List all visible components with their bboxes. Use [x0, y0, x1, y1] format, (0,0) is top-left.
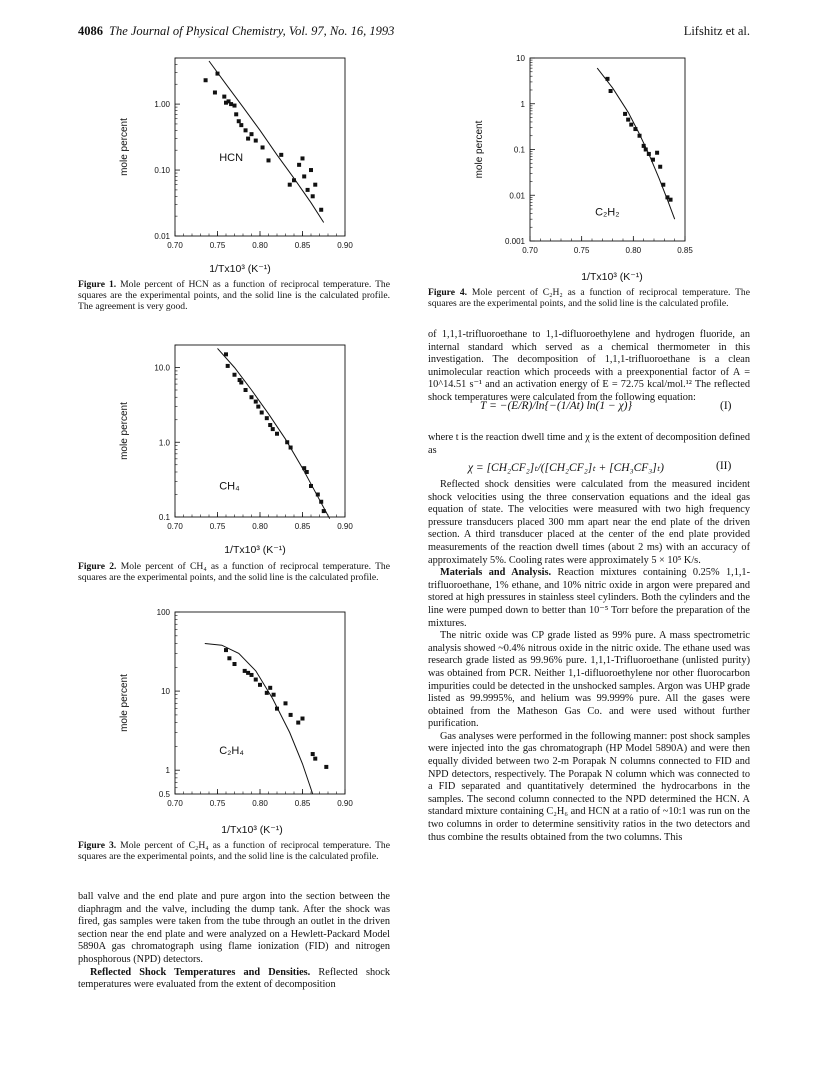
data-point [254, 139, 258, 143]
figure-1-xlabel: 1/Tx10³ (K⁻¹) [209, 263, 271, 275]
figure-3-xlabel: 1/Tx10³ (K⁻¹) [221, 824, 283, 836]
data-point [233, 662, 237, 666]
data-point [638, 134, 642, 138]
right-paragraph-3: Reflected shock densities were calculated from the measured incident shock velocities using the three conservation equations and the ideal gas equation of state. The velocities were measured with two high frequency pressure transducers placed 300 mm apart near the end plate of the driven section. A third transducer placed at the center of the end plate provided measurements of the reaction dwell times (about 2 ms) with an accuracy of approximately 5%. Cooling rates were approximately 5 × 10⁵ K/s. [428, 479, 750, 566]
data-point [606, 77, 610, 81]
data-point [292, 178, 296, 182]
x-tick-label: 0.90 [337, 522, 353, 531]
data-point [311, 752, 315, 756]
right-body-text-mid [428, 432, 750, 457]
data-point [268, 686, 272, 690]
equation-1: T = −(E/R)/ln{−(1/At) ln(1 − χ)} [480, 400, 633, 412]
equation-2: χ = [CH₂CF₂]ₜ/([CH₂CF₂]ₜ + [CH₃CF₃]ₜ) [468, 462, 664, 474]
data-point [213, 90, 217, 94]
y-tick-label: 10 [161, 687, 170, 697]
data-point [609, 89, 613, 93]
data-point [642, 144, 646, 148]
left-paragraph-2: Reflected Shock Temperatures and Densities. Reflected shock temperatures were evaluated from the extent of decomposition [78, 966, 390, 991]
right-paragraph-4: Materials and Analysis. Reaction mixtures containing 0.25% 1,1,1-trifluoroethane, 1% ethane, and 10% nitric oxide in argon were prepared and stored at high pressures in stainless steel cylinders. Both the cylinders and the line were pumped down to better than 10⁻⁵ Torr before the preparation of the mixtures. [428, 567, 751, 629]
data-point [216, 72, 220, 76]
data-point [623, 112, 627, 116]
x-tick-label: 0.85 [294, 241, 311, 250]
figure-2 [100, 340, 400, 540]
data-point [204, 78, 208, 82]
data-point [647, 152, 651, 156]
data-point [250, 395, 254, 399]
data-point [316, 492, 320, 496]
y-tick-label: 0.01 [509, 191, 525, 201]
figure-3-caption [78, 840, 390, 862]
data-point [655, 151, 659, 155]
figure-2-label: Figure 2. [78, 561, 117, 572]
data-point [265, 416, 269, 420]
section-heading-materials: Materials and Analysis. [440, 567, 552, 579]
data-point [237, 119, 241, 123]
right-body-text-bottom [428, 479, 750, 844]
equation-2-number: (II) [716, 460, 732, 472]
data-point [644, 148, 648, 152]
species-label: C₂H₂ [595, 206, 620, 219]
data-point [261, 145, 265, 149]
data-point [309, 484, 313, 488]
data-point [302, 466, 306, 470]
data-point [258, 683, 262, 687]
plot-frame [175, 345, 345, 517]
y-tick-label: 0.1 [513, 145, 525, 155]
page-header [78, 24, 750, 44]
data-point [297, 163, 301, 167]
x-tick-label: 0.90 [337, 241, 353, 250]
data-point [324, 765, 328, 769]
data-point [234, 112, 238, 116]
y-axis-label: mole percent [474, 120, 485, 179]
x-tick-label: 0.80 [252, 799, 268, 808]
figure-4-xlabel: 1/Tx10³ (K⁻¹) [581, 271, 643, 283]
x-tick-label: 0.70 [522, 246, 538, 255]
data-point [250, 673, 254, 677]
data-point [629, 123, 633, 127]
data-point [224, 352, 228, 356]
data-point [302, 174, 306, 178]
data-point [296, 721, 300, 725]
x-tick-label: 0.75 [573, 246, 590, 255]
right-paragraph-5: The nitric oxide was CP grade listed as 99% pure. A mass spectrometric analysis showed ~0.4% nitrous oxide in the nitric oxide. The ethane used was research grade listed as 99.96% pure. 1,1,1-Trifluoroethane (unlisted purity) was obtained from PCR. Neither 1,1-difluoroethylene nor other fluorocarbon impurities could be detected in the unshocked samples. Argon was UHP grade listed as 99.9995%, and helium was 99.999% pure. All the gases were obtained from the Matheson Gas Co. and were used without further purification. [428, 630, 750, 730]
data-point [651, 158, 655, 162]
y-tick-label: 1.0 [158, 438, 170, 448]
authors: Lifshitz et al. [683, 24, 750, 38]
figure-4-label: Figure 4. [428, 287, 468, 298]
x-tick-label: 0.70 [167, 522, 183, 531]
c2h2-chart [470, 50, 740, 265]
y-axis-label: mole percent [119, 402, 130, 460]
data-point [244, 128, 248, 132]
hcn-chart [100, 48, 400, 248]
data-point [233, 104, 237, 108]
y-tick-label: 1 [520, 99, 525, 109]
data-point [256, 405, 260, 409]
data-point [319, 208, 323, 212]
y-axis-label: mole percent [119, 118, 130, 176]
data-point [322, 509, 326, 513]
figure-2-text: Mole percent of CH₄ as a function of reciprocal temperature. The squares are the experimental points, and the solid line is the calculated profile. [78, 561, 390, 583]
figure-1-caption [78, 279, 390, 312]
figure-1-text: Mole percent of HCN as a function of reciprocal temperature. The squares are the experimental points, and the solid line is the calculated profile. The agreement is very good. [78, 279, 390, 312]
figure-3-label: Figure 3. [78, 840, 117, 851]
x-tick-label: 0.70 [167, 241, 183, 250]
figure-4-text: Mole percent of C₂H₂ as a function of reciprocal temperature. The squares are the experimental points, and the solid line is the calculated profile. [428, 287, 750, 309]
right-paragraph-6: Gas analyses were performed in the following manner: post shock samples were injected into the gas chromatograph (HP Model 5890A) and were then equally divided between two 2-m Porapak N columns connected to FID and NPD detectors, respectively. The Porapak N column which was connected to a FID separated and quantitatively determined the hydrocarbons in the samples. The second column connected to the NPD determined the HCN. A standard mixture containing C₂H₆ and HCN at a ratio of ~10:1 was run on the two columns in order to determine sensitivity ratios in the two detectors and thus combine the results obtained from the two columns. This [428, 730, 750, 843]
page-number: 4086 [78, 24, 103, 38]
x-tick-label: 0.75 [209, 799, 226, 808]
plot-frame [175, 612, 345, 794]
figure-2-caption [78, 561, 390, 583]
data-point [313, 183, 317, 187]
figure-3-text: Mole percent of C₂H₄ as a function of reciprocal temperature. The squares are the experimental points, and the solid line is the calculated profile. [78, 840, 390, 862]
data-point [243, 669, 247, 673]
data-point [260, 411, 264, 415]
species-label: C₂H₄ [219, 744, 244, 757]
data-point [254, 678, 258, 682]
left-body-text [78, 891, 390, 992]
data-point [633, 127, 637, 131]
y-axis-label: mole percent [119, 674, 130, 732]
section-heading-temperatures: Reflected Shock Temperatures and Densities. [90, 966, 311, 978]
data-point [289, 446, 293, 450]
data-point [626, 118, 630, 122]
x-tick-label: 0.75 [209, 241, 226, 250]
figure-4 [470, 50, 740, 265]
figure-1-label: Figure 1. [78, 279, 117, 290]
data-point [239, 123, 243, 127]
data-point [226, 364, 230, 368]
x-tick-label: 0.85 [294, 522, 311, 531]
data-point [658, 165, 662, 169]
data-point [239, 381, 243, 385]
data-point [288, 183, 292, 187]
data-point [224, 648, 228, 652]
data-point [284, 701, 288, 705]
y-tick-label: 0.001 [504, 237, 525, 246]
y-tick-label: 0.5 [158, 790, 170, 799]
data-point [275, 432, 279, 436]
data-point [279, 153, 283, 157]
data-point [661, 183, 665, 187]
right-paragraph-2: where t is the reaction dwell time and χ is the extent of decomposition defined as [428, 432, 750, 456]
x-tick-label: 0.85 [294, 799, 311, 808]
data-point [306, 188, 310, 192]
ch4-chart [100, 340, 400, 540]
x-tick-label: 0.75 [209, 522, 226, 531]
data-point [289, 713, 293, 717]
data-point [311, 194, 315, 198]
data-point [267, 158, 271, 162]
x-tick-label: 0.80 [625, 246, 642, 255]
x-tick-label: 0.70 [167, 799, 183, 808]
y-tick-label: 1.00 [154, 100, 170, 110]
x-tick-label: 0.90 [337, 799, 353, 808]
species-label: CH₄ [219, 480, 240, 493]
data-point [305, 470, 309, 474]
figure-4-caption [428, 287, 750, 309]
data-point [272, 693, 276, 697]
y-tick-label: 1 [165, 766, 170, 776]
calculated-curve [209, 61, 324, 223]
c2h4-chart [100, 604, 400, 824]
figure-3 [100, 604, 400, 824]
data-point [271, 427, 275, 431]
y-tick-label: 100 [156, 608, 170, 617]
data-point [669, 198, 673, 202]
data-point [309, 168, 313, 172]
data-point [301, 717, 305, 721]
y-tick-label: 0.01 [154, 232, 170, 241]
data-point [254, 400, 258, 404]
data-point [233, 373, 237, 377]
y-tick-label: 0.1 [158, 513, 170, 522]
data-point [285, 440, 289, 444]
journal-title: The Journal of Physical Chemistry, Vol. 97, No. 16, 1993 [109, 24, 395, 38]
data-point [227, 656, 231, 660]
right-body-text-top [428, 329, 750, 405]
x-tick-label: 0.80 [252, 241, 268, 250]
left-paragraph-1: ball valve and the end plate and pure argon into the section between the diaphragm and the valve, including the dump tank. After the shock was fired, gas samples were taken from the tube through an outlet in the driven section near the end plate and were analyzed on a Hewlett-Packard Model 5890A gas chromatograph using flame ionization (FID) and nitrogen phosphorous (NPD) detectors. [78, 891, 390, 965]
data-point [222, 95, 226, 99]
equation-1-number: (I) [720, 400, 732, 412]
figure-1 [100, 48, 400, 248]
data-point [246, 137, 250, 141]
x-tick-label: 0.80 [252, 522, 268, 531]
data-point [319, 500, 323, 504]
data-point [265, 691, 269, 695]
right-paragraph-1: of 1,1,1-trifluoroethane to 1,1-difluoroethylene and hydrogen fluoride, an internal standard which served as a chemical thermometer in this investigation. The decomposition of 1,1,1-trifluoroethane is a clean unimolecular reaction which proceeds with a preexponential factor of A = 10^14.51 s⁻¹ and an activation energy of E = 72.75 kcal/mol.¹² The reflected shock temperatures were calculated from the following equation: [428, 329, 750, 403]
y-tick-label: 10.0 [154, 363, 170, 373]
data-point [268, 423, 272, 427]
data-point [301, 156, 305, 160]
data-point [244, 388, 248, 392]
y-tick-label: 0.10 [154, 166, 170, 176]
data-point [313, 757, 317, 761]
figure-2-xlabel: 1/Tx10³ (K⁻¹) [224, 544, 286, 556]
data-point [250, 132, 254, 136]
calculated-curve [205, 644, 313, 795]
data-point [275, 707, 279, 711]
y-tick-label: 10 [516, 54, 525, 63]
species-label: HCN [219, 152, 244, 165]
x-tick-label: 0.85 [677, 246, 693, 255]
